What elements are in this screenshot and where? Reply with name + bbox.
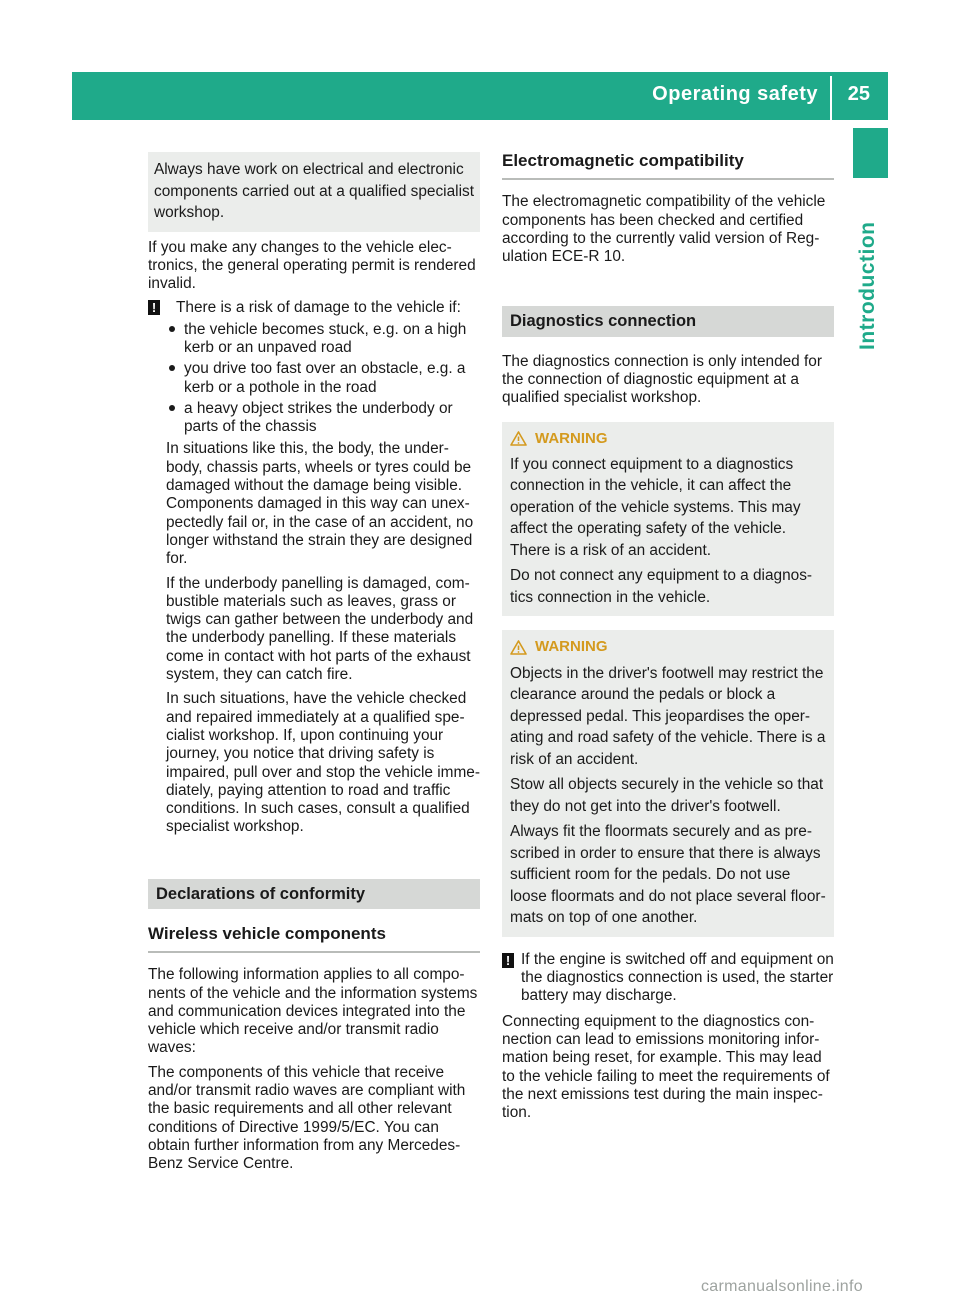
paragraph: Connecting equipment to the diagnostics connection can lead to emissions monitoring information being reset, for example. This may lead to the vehicle failing to meet the requirements of the next emissions test during the main inspection.	[502, 1012, 830, 1122]
paragraph: In situations like this, the body, the underbody, chassis parts, wheels or tyres could be damaged without the damage being visible. Components damaged in this way can unexpectedly fail or, in the case of an accident, no longer withstand the strain they are designed for.	[166, 440, 474, 568]
paragraph: If the underbody panelling is damaged, combustible materials such as leaves, grass or twigs can gather between the underbody and the underbody panelling. If these materials come in contact with hot parts of the exhaust system, they can catch fire.	[166, 574, 474, 684]
paragraph: The electromagnetic compatibility of the vehicle components has been checked and certified according to the currently valid version of Regulation ECE-R 10.	[502, 193, 826, 266]
notice-text: If the engine is switched off and equipment on the diagnostics connection is used, the starter battery may discharge.	[521, 950, 834, 1005]
header-divider	[830, 76, 832, 120]
right-column	[502, 152, 834, 1128]
info-box-text: Always have work on electrical and electronic components carried out at a qualified specialist workshop.	[154, 161, 474, 221]
page-number: 25	[847, 83, 870, 105]
warning-triangle-icon	[510, 640, 527, 655]
warning-triangle-icon	[510, 431, 527, 446]
paragraph: The following information applies to all components of the vehicle and the information systems and communication devices integrated into the vehicle which receive and/or transmit radio waves:	[148, 966, 478, 1057]
paragraph: The components of this vehicle that receive and/or transmit radio waves are compliant with the basic requirements and all other relevant conditions of Directive 1999/5/EC. You can obtain further information from any Mercedes-Benz Service Centre.	[148, 1063, 466, 1173]
list-item: you drive too fast over an obstacle, e.g. a kerb or a pothole in the road	[166, 360, 480, 397]
page-title: Operating safety	[652, 83, 818, 105]
left-column	[148, 152, 480, 1180]
watermark: carmanualsonline.info	[701, 1278, 863, 1295]
exclamation-icon: !	[148, 300, 160, 315]
notice-body	[148, 321, 480, 837]
header-bar	[72, 72, 888, 120]
section-label: Introduction	[856, 221, 879, 350]
warning-box	[502, 422, 834, 617]
notice-text: There is a risk of damage to the vehicle if:	[176, 299, 461, 317]
warning-text: Always fit the floormats securely and as prescribed in order to ensure that there is always sufficient room for the pedals. Do not use loose floormats and do not place several floormats on top of one another.	[510, 823, 826, 927]
list-item: a heavy object strikes the underbody or parts of the chassis	[166, 400, 480, 437]
warning-text: If you connect equipment to a diagnostics connection in the vehicle, it can affect the operation of the vehicle systems. This may affect the operating safety of the vehicle. There is a risk of an accident.	[510, 455, 801, 559]
warning-text: Objects in the driver's footwell may restrict the clearance around the pedals or block a depressed pedal. This jeopardises the operating and road safety of the vehicle. There is a risk of an accident.	[510, 664, 826, 768]
heading-declarations: Declarations of conformity	[148, 879, 480, 909]
warning-title: WARNING	[510, 638, 826, 656]
warning-text: Stow all objects securely in the vehicle so that they do not get into the driver's footwell.	[510, 776, 824, 815]
warning-box	[502, 630, 834, 936]
info-box	[148, 152, 480, 232]
bullet-icon	[169, 365, 175, 371]
heading-diagnostics: Diagnostics connection	[502, 306, 834, 336]
heading-wireless: Wireless vehicle components	[148, 925, 480, 953]
bullet-icon	[169, 326, 175, 332]
section-tab	[853, 128, 888, 178]
paragraph: If you make any changes to the vehicle electronics, the general operating permit is rendered invalid.	[148, 238, 476, 293]
battery-notice	[502, 951, 834, 1006]
list-item: the vehicle becomes stuck, e.g. on a high kerb or an unpaved road	[166, 321, 480, 358]
bullet-icon	[169, 405, 175, 411]
warning-title: WARNING	[510, 430, 826, 448]
paragraph: In such situations, have the vehicle checked and repaired immediately at a qualified specialist workshop. If, upon continuing your journey, you notice that driving safety is impaired, pull over and stop the vehicle immediately, paying attention to road and traffic conditions. In such cases, consult a qualified specialist workshop.	[166, 690, 480, 836]
heading-emc: Electromagnetic compatibility	[502, 152, 834, 180]
exclamation-icon: !	[502, 953, 514, 968]
damage-notice	[148, 299, 480, 317]
warning-text: Do not connect any equipment to a diagnostics connection in the vehicle.	[510, 567, 813, 606]
bullet-list	[166, 321, 480, 437]
paragraph: The diagnostics connection is only intended for the connection of diagnostic equipment at a qualified specialist workshop.	[502, 352, 822, 407]
